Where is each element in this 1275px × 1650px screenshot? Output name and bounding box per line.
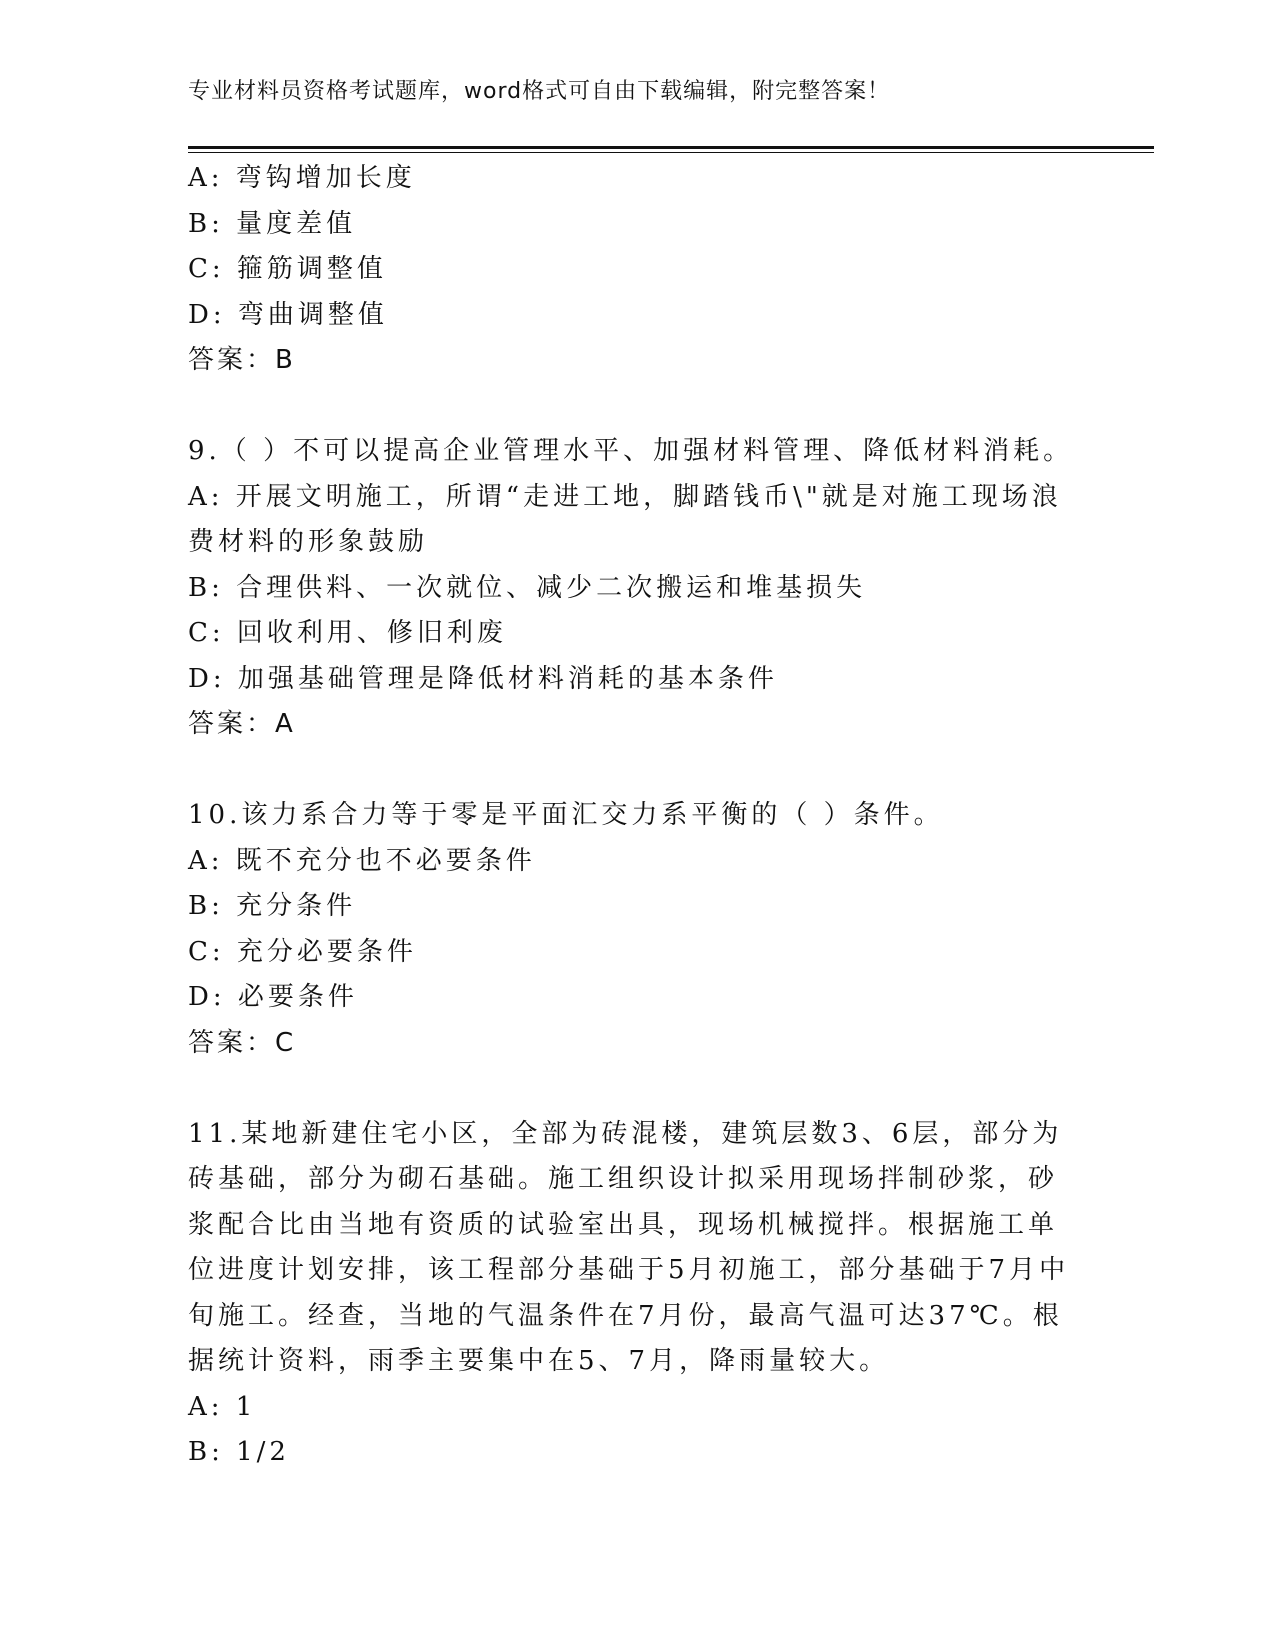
question-9 bbox=[188, 429, 1088, 748]
question-11 bbox=[188, 1112, 1088, 1476]
answer: 答案：C bbox=[188, 1027, 297, 1058]
option-a: A: 既不充分也不必要条件 bbox=[188, 845, 536, 876]
question-stem: 9.（ ）不可以提高企业管理水平、加强材料管理、降低材料消耗。 bbox=[188, 436, 1074, 466]
spacer bbox=[188, 1066, 1088, 1112]
option-b: B: 充分条件 bbox=[188, 891, 357, 921]
question-8 bbox=[188, 156, 1088, 384]
question-stem: 11.某地新建住宅小区，全部为砖混楼，建筑层数3、6层，部分为砖基础，部分为砌石基础。施工组织设计拟采用现场拌制砂浆，砂浆配合比由当地有资质的试验室出具，现场机械搅拌。根据施工单位进度计划安排，该工程部分基础于5月初施工，部分基础于7月中旬施工。经查，当地的气温条件在7月份，最高气温可达37℃。根据统计资料，雨季主要集中在5、7月，降雨量较大。 bbox=[188, 1118, 1070, 1376]
option-b: B: 量度差值 bbox=[188, 208, 357, 239]
question-10 bbox=[188, 793, 1088, 1066]
header-rule-thin bbox=[188, 152, 1154, 153]
option-c: C: 充分必要条件 bbox=[188, 936, 417, 967]
page-header: 专业材料员资格考试题库，word格式可自由下载编辑，附完整答案！ bbox=[188, 79, 891, 104]
question-stem: 10.该力系合力等于零是平面汇交力系平衡的（ ）条件。 bbox=[188, 800, 944, 830]
option-c: C: 回收利用、修旧利废 bbox=[188, 618, 507, 648]
option-a: A: 开展文明施工，所谓“走进工地，脚踏钱币\"就是对施工现场浪费材料的形象鼓励 bbox=[188, 481, 1062, 557]
answer: 答案：A bbox=[188, 709, 296, 739]
option-d: D: 弯曲调整值 bbox=[188, 299, 388, 330]
option-d: D: 必要条件 bbox=[188, 982, 358, 1012]
answer: 答案：B bbox=[188, 345, 296, 375]
option-b: B: 合理供料、一次就位、减少二次搬运和堆基损失 bbox=[188, 572, 867, 603]
spacer bbox=[188, 384, 1088, 430]
option-a: A: 1 bbox=[188, 1391, 257, 1422]
option-c: C: 箍筋调整值 bbox=[188, 254, 387, 284]
option-d: D: 加强基础管理是降低材料消耗的基本条件 bbox=[188, 663, 778, 694]
option-b: B: 1/2 bbox=[188, 1437, 290, 1467]
header-rule-thick bbox=[188, 146, 1154, 149]
option-a: A: 弯钩增加长度 bbox=[188, 163, 416, 193]
question-content bbox=[188, 156, 1088, 1476]
spacer bbox=[188, 748, 1088, 794]
